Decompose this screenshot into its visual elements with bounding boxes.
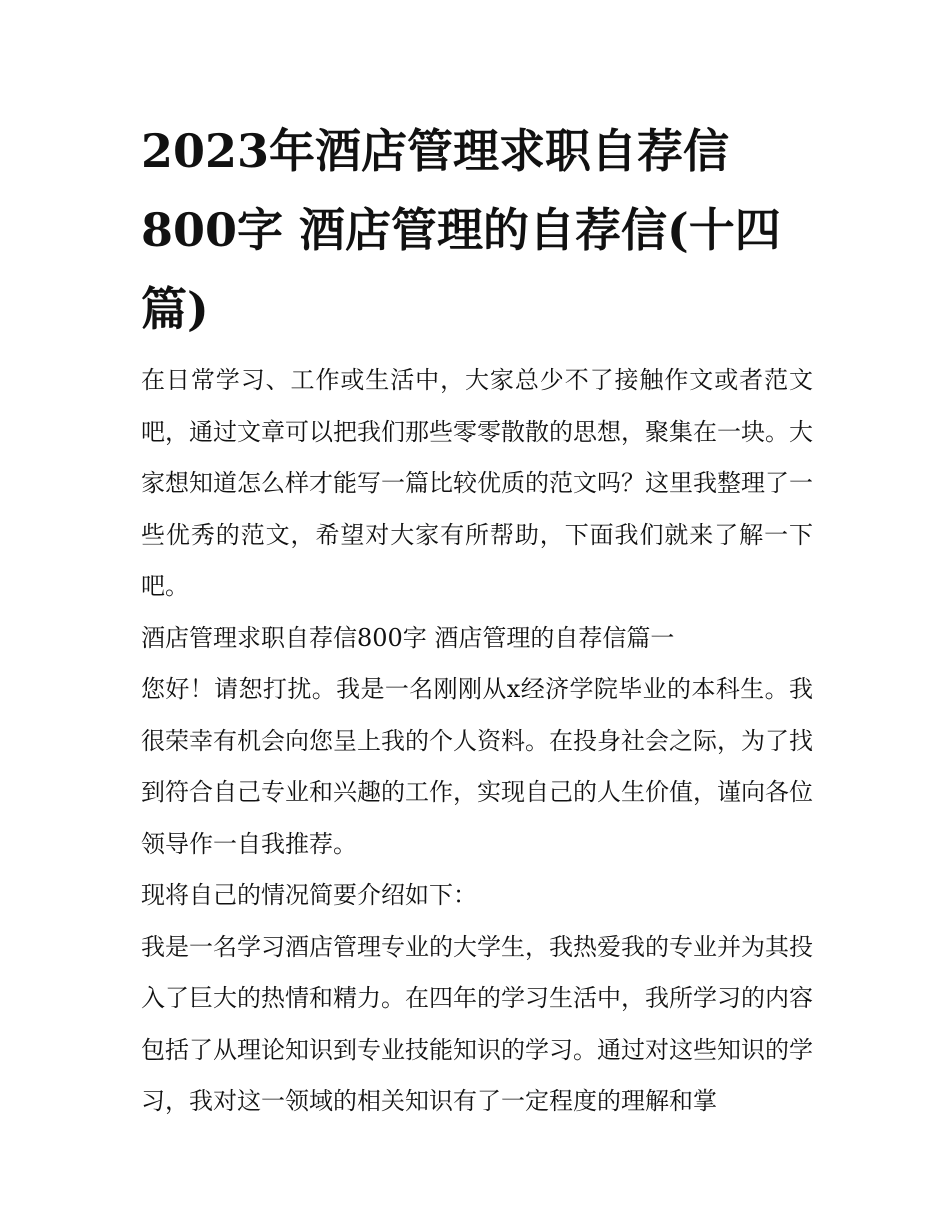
greeting-paragraph: 您好！请恕打扰。我是一名刚刚从x经济学院毕业的本科生。我很荣幸有机会向您呈上我的个人资料。在投身社会之际，为了找到符合自己专业和兴趣的工作，实现自己的人生价值，谨向各位领导作一自我推荐。 [141, 675, 813, 858]
overview-paragraph: 现将自己的情况简要介绍如下： [141, 881, 477, 909]
document-body [141, 112, 813, 1128]
title-line-3: 篇) [141, 282, 209, 336]
title-line-1: 2023年酒店管理求职自荐信 [141, 124, 730, 178]
intro-paragraph: 在日常学习、工作或生活中，大家总少不了接触作文或者范文吧，通过文章可以把我们那些零零散散的思想，聚集在一块。大家想知道怎么样才能写一篇比较优质的范文吗？这里我整理了一些优秀的范文，希望对大家有所帮助，下面我们就来了解一下吧。 [141, 366, 813, 600]
body-paragraph: 我是一名学习酒店管理专业的大学生，我热爱我的专业并为其投入了巨大的热情和精力。在四年的学习生活中，我所学习的内容包括了从理论知识到专业技能知识的学习。通过对这些知识的学习，我对这一领域的相关知识有了一定程度的理解和掌 [141, 932, 813, 1115]
section-heading: 酒店管理求职自荐信800字 酒店管理的自荐信篇一 [141, 623, 675, 652]
title-line-2: 800字 酒店管理的自荐信(十四 [141, 203, 781, 257]
document-title [141, 112, 813, 349]
